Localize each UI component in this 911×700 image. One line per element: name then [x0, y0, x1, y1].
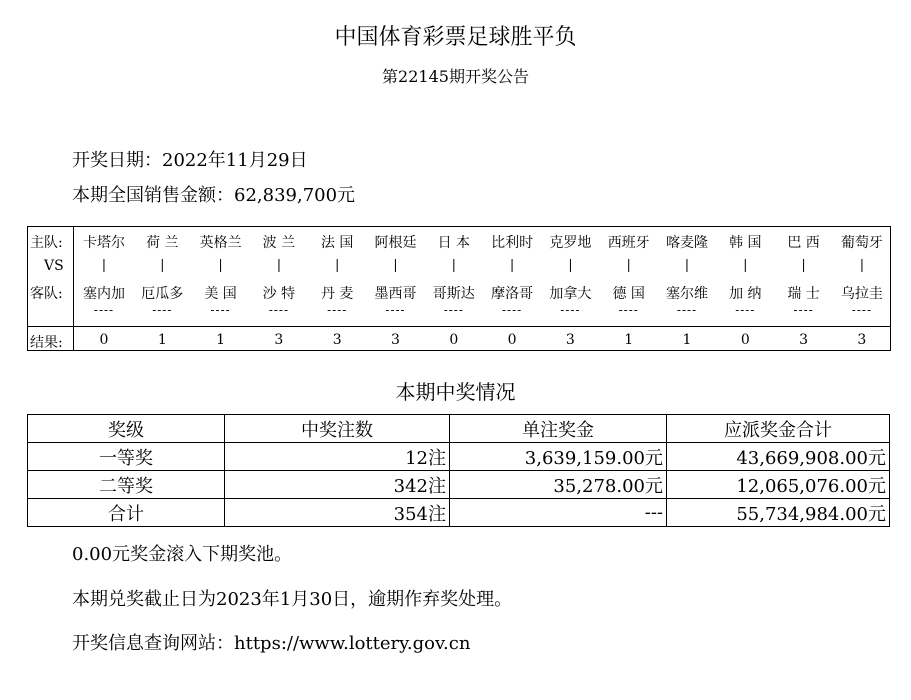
- match-result: 3: [274, 332, 284, 348]
- home-team: 卡塔尔: [83, 235, 125, 251]
- dash-separator: ----: [93, 303, 115, 317]
- table-row: [28, 499, 890, 527]
- match-column: [192, 227, 250, 350]
- home-team: 巴 西: [787, 235, 820, 251]
- dash-separator: ----: [793, 303, 814, 317]
- dash-separator: ----: [676, 303, 698, 317]
- unit-prize: ---: [450, 499, 667, 527]
- dash-separator: ----: [210, 303, 231, 317]
- vs-separator: |: [684, 258, 690, 273]
- away-team: 瑞 士: [787, 286, 820, 302]
- page-subtitle: 第22145期开奖公告: [382, 67, 529, 86]
- rollover-note: 0.00元奖金滚入下期奖池。: [72, 544, 293, 565]
- vs-row-label: VS: [44, 258, 64, 274]
- dash-separator: ----: [560, 303, 581, 317]
- match-result: 3: [799, 332, 809, 348]
- match-result: 3: [565, 332, 575, 348]
- winner-count: 354注: [225, 499, 450, 527]
- result-row-label: 结果:: [30, 335, 63, 351]
- match-column: [75, 227, 133, 350]
- winner-count: 342注: [225, 471, 450, 499]
- away-team: 美 国: [204, 286, 237, 302]
- header-total-prize: 应派奖金合计: [667, 415, 890, 443]
- match-column: [833, 227, 891, 350]
- match-column: [775, 227, 833, 350]
- vs-separator: |: [801, 258, 806, 273]
- match-result: 0: [740, 332, 750, 348]
- prize-level: 二等奖: [28, 471, 225, 499]
- unit-prize: 3,639,159.00元: [450, 443, 667, 471]
- vs-separator: |: [334, 258, 340, 273]
- match-column: [483, 227, 541, 350]
- prize-level: 合计: [28, 499, 225, 527]
- vs-separator: |: [568, 258, 573, 273]
- away-team: 加 纳: [729, 286, 762, 302]
- vs-separator: |: [160, 258, 165, 273]
- dash-separator: ----: [501, 303, 523, 317]
- home-row-label: 主队:: [30, 235, 63, 251]
- prize-level: 一等奖: [28, 443, 225, 471]
- match-column: [425, 227, 483, 350]
- away-team: 乌拉圭: [840, 286, 883, 302]
- vs-separator: |: [218, 258, 223, 273]
- match-column: [600, 227, 658, 350]
- home-team: 日 本: [437, 235, 471, 251]
- match-result: 1: [624, 332, 634, 348]
- dash-separator: ----: [327, 303, 348, 317]
- website-note: 开奖信息查询网站：https://www.lottery.gov.cn: [72, 633, 471, 654]
- deadline-note: 本期兑奖截止日为2023年1月30日，逾期作弃奖处理。: [72, 589, 513, 610]
- vs-separator: |: [743, 258, 748, 273]
- header-count: 中奖注数: [225, 415, 450, 443]
- match-result: 0: [507, 332, 517, 348]
- dash-separator: ----: [618, 303, 639, 317]
- vs-separator: |: [276, 258, 282, 273]
- match-result: 3: [391, 332, 400, 348]
- table-row: [28, 443, 890, 471]
- match-column: [367, 227, 425, 350]
- vs-separator: |: [101, 258, 107, 273]
- home-team: 西班牙: [607, 235, 650, 251]
- match-result: 3: [332, 332, 342, 348]
- prize-table-header: [28, 415, 890, 443]
- vs-separator: |: [859, 258, 865, 273]
- match-result: 3: [857, 332, 867, 348]
- match-column: [716, 227, 774, 350]
- away-team: 沙 特: [262, 286, 296, 302]
- away-team: 加拿大: [549, 286, 592, 302]
- match-column: [133, 227, 191, 350]
- vs-separator: |: [393, 258, 398, 273]
- match-table: [27, 226, 891, 351]
- away-team: 墨西哥: [374, 286, 417, 302]
- table-row: [28, 471, 890, 499]
- prize-table: [27, 414, 890, 527]
- match-column: [541, 227, 599, 350]
- away-team: 摩洛哥: [491, 286, 534, 302]
- dash-separator: ----: [385, 303, 406, 317]
- match-result: 1: [157, 332, 167, 348]
- dash-separator: ----: [851, 303, 872, 317]
- match-column: [308, 227, 366, 350]
- winner-count: 12注: [225, 443, 450, 471]
- dash-separator: ----: [152, 303, 173, 317]
- match-result: 0: [99, 332, 109, 348]
- vs-separator: |: [451, 258, 456, 273]
- home-team: 克罗地: [549, 235, 592, 251]
- match-result: 1: [216, 332, 226, 348]
- match-result: 0: [449, 332, 459, 348]
- sales-amount: 本期全国销售金额：62,839,700元: [72, 185, 356, 206]
- away-team: 厄瓜多: [141, 286, 184, 302]
- home-team: 阿根廷: [374, 235, 417, 251]
- total-prize: 43,669,908.00元: [667, 443, 890, 471]
- match-column: [658, 227, 716, 350]
- row-label-divider: [73, 227, 74, 350]
- away-team: 德 国: [612, 286, 645, 302]
- home-team: 荷 兰: [146, 235, 179, 251]
- total-prize: 12,065,076.00元: [667, 471, 890, 499]
- away-team: 丹 麦: [320, 286, 354, 302]
- away-team: 塞内加: [83, 286, 125, 302]
- vs-separator: |: [509, 258, 515, 273]
- unit-prize: 35,278.00元: [450, 471, 667, 499]
- home-team: 比利时: [491, 235, 534, 251]
- home-team: 英格兰: [199, 235, 242, 251]
- home-team: 葡萄牙: [840, 235, 883, 251]
- header-unit-prize: 单注奖金: [450, 415, 667, 443]
- section-title: 本期中奖情况: [395, 380, 516, 404]
- match-column: [250, 227, 308, 350]
- match-result: 1: [682, 332, 692, 348]
- dash-separator: ----: [268, 303, 289, 317]
- header-level: 奖级: [28, 415, 225, 443]
- page-title: 中国体育彩票足球胜平负: [334, 25, 577, 50]
- dash-separator: ----: [443, 303, 464, 317]
- home-team: 韩 国: [729, 235, 762, 251]
- away-team: 塞尔维: [666, 286, 708, 302]
- total-prize: 55,734,984.00元: [667, 499, 890, 527]
- home-team: 法 国: [320, 235, 354, 251]
- away-team: 哥斯达: [432, 286, 475, 302]
- home-team: 喀麦隆: [666, 235, 708, 251]
- home-team: 波 兰: [262, 235, 296, 251]
- dash-separator: ----: [735, 303, 756, 317]
- vs-separator: |: [626, 258, 631, 273]
- draw-date: 开奖日期：2022年11月29日: [72, 150, 308, 171]
- away-row-label: 客队:: [30, 286, 63, 302]
